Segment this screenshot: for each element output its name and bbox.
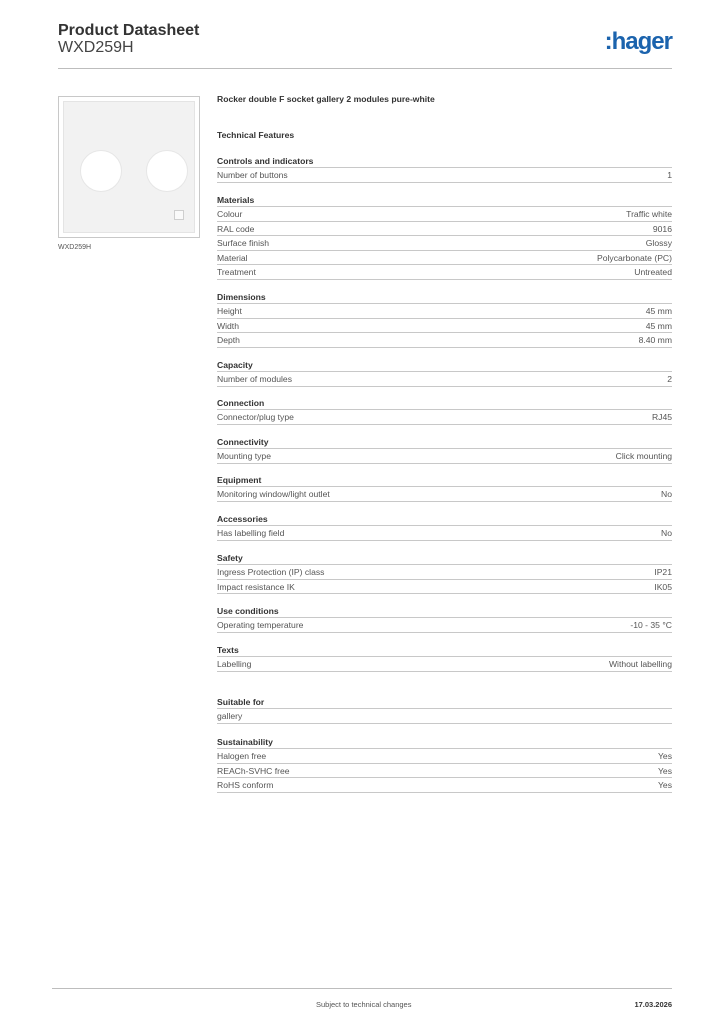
- section-heading: [217, 436, 672, 449]
- spec-label: RAL code: [217, 223, 255, 234]
- section-title: Use conditions: [217, 606, 279, 616]
- section-title: Accessories: [217, 514, 268, 524]
- section-heading: [217, 513, 672, 526]
- section-title: Texts: [217, 645, 239, 655]
- mark-square: [174, 210, 184, 220]
- spec-label: Labelling: [217, 659, 252, 669]
- product-plate: [63, 101, 195, 233]
- section-heading: [217, 605, 672, 618]
- section-title: Materials: [217, 195, 255, 205]
- features-heading: Technical Features: [217, 130, 295, 140]
- spec-label: Number of modules: [217, 374, 292, 384]
- section-heading: [217, 194, 672, 207]
- section-heading: [217, 155, 672, 168]
- product-code: WXD259H: [58, 39, 134, 56]
- spec-label: Width: [217, 320, 239, 331]
- section-title: Connectivity: [217, 437, 269, 447]
- spec-row: [217, 449, 672, 464]
- spec-value: Click mounting: [615, 451, 672, 461]
- spec-row: [217, 764, 672, 779]
- spec-value: 8.40 mm: [638, 335, 672, 345]
- spec-value: No: [661, 528, 672, 538]
- spec-row: [217, 618, 672, 633]
- product-image: [58, 96, 200, 238]
- section-heading: [217, 397, 672, 410]
- spec-value: 45 mm: [645, 320, 672, 331]
- spec-value: Untreated: [634, 267, 672, 277]
- section-title: Sustainability: [217, 737, 273, 747]
- section-title: Suitable for: [217, 697, 265, 707]
- spec-value: IK05: [654, 581, 672, 592]
- spec-row: [217, 657, 672, 672]
- section-heading: [217, 552, 672, 565]
- spec-row: [217, 265, 672, 280]
- section-title: Controls and indicators: [217, 156, 314, 166]
- brand-logo: :hager: [604, 28, 672, 55]
- spec-label: Operating temperature: [217, 620, 304, 630]
- product-title: Rocker double F socket gallery 2 modules pure-white: [217, 94, 435, 104]
- spec-value: Yes: [657, 780, 672, 790]
- spec-value: -10 - 35 °C: [630, 620, 672, 630]
- spec-value: Without labelling: [608, 659, 672, 669]
- socket-hole-left: [80, 150, 122, 192]
- spec-label: Mounting type: [217, 451, 271, 461]
- spec-label: Halogen free: [217, 751, 267, 761]
- spec-row: [217, 526, 672, 541]
- spec-row: [217, 410, 672, 425]
- spec-row: [217, 333, 672, 348]
- spec-row: [217, 236, 672, 251]
- spec-label: gallery: [217, 711, 243, 721]
- spec-label: Impact resistance IK: [217, 581, 295, 592]
- spec-value: Traffic white: [626, 209, 672, 219]
- spec-row: [217, 222, 672, 237]
- spec-row: [217, 749, 672, 764]
- spec-value: No: [661, 489, 672, 499]
- section-title: Safety: [217, 553, 243, 563]
- spec-row: [217, 372, 672, 387]
- spec-label: RoHS conform: [217, 780, 274, 790]
- spec-value: IP21: [654, 567, 672, 577]
- section-heading: [217, 291, 672, 304]
- spec-row: [217, 168, 672, 183]
- section-title: Dimensions: [217, 292, 266, 302]
- spec-label: Number of buttons: [217, 170, 288, 180]
- spec-label: Connector/plug type: [217, 412, 294, 422]
- spec-label: REACh-SVHC free: [217, 765, 290, 776]
- spec-label: Ingress Protection (IP) class: [217, 567, 325, 577]
- section-heading: [217, 644, 672, 657]
- spec-value: Polycarbonate (PC): [597, 252, 672, 263]
- spec-value: Yes: [657, 765, 672, 776]
- spec-label: Depth: [217, 335, 240, 345]
- footer-date: 17.03.2026: [634, 1000, 672, 1009]
- spec-label: Colour: [217, 209, 243, 219]
- spec-row: [217, 319, 672, 334]
- section-title: Capacity: [217, 360, 253, 370]
- section-heading: [217, 736, 672, 749]
- spec-value: 9016: [652, 223, 672, 234]
- spec-value: Yes: [657, 751, 672, 761]
- section-heading: [217, 696, 672, 709]
- page-footer: [52, 988, 672, 1009]
- spec-value: 45 mm: [645, 306, 672, 316]
- spec-value: RJ45: [651, 412, 672, 422]
- spec-value: 2: [667, 374, 672, 384]
- spec-row: [217, 304, 672, 319]
- spec-label: Monitoring window/light outlet: [217, 489, 330, 499]
- spec-label: Height: [217, 306, 242, 316]
- spec-row: [217, 251, 672, 266]
- page-title: Product Datasheet: [58, 22, 200, 39]
- spec-label: Material: [217, 252, 248, 263]
- spec-label: Surface finish: [217, 238, 270, 248]
- spec-row: [217, 487, 672, 502]
- socket-hole-right: [146, 150, 188, 192]
- spec-value: Glossy: [645, 238, 672, 248]
- section-heading: [217, 359, 672, 372]
- spec-row: [217, 778, 672, 793]
- spec-row: [217, 207, 672, 222]
- section-heading: [217, 474, 672, 487]
- spec-row: [217, 565, 672, 580]
- spec-row: [217, 709, 672, 724]
- image-caption: WXD259H: [58, 244, 92, 251]
- spec-label: Has labelling field: [217, 528, 285, 538]
- section-title: Equipment: [217, 475, 262, 485]
- footer-note: Subject to technical changes: [316, 1000, 412, 1009]
- spec-value: 1: [667, 170, 672, 180]
- page-header: [58, 22, 672, 69]
- spec-row: [217, 580, 672, 595]
- spec-label: Treatment: [217, 267, 256, 277]
- section-title: Connection: [217, 398, 265, 408]
